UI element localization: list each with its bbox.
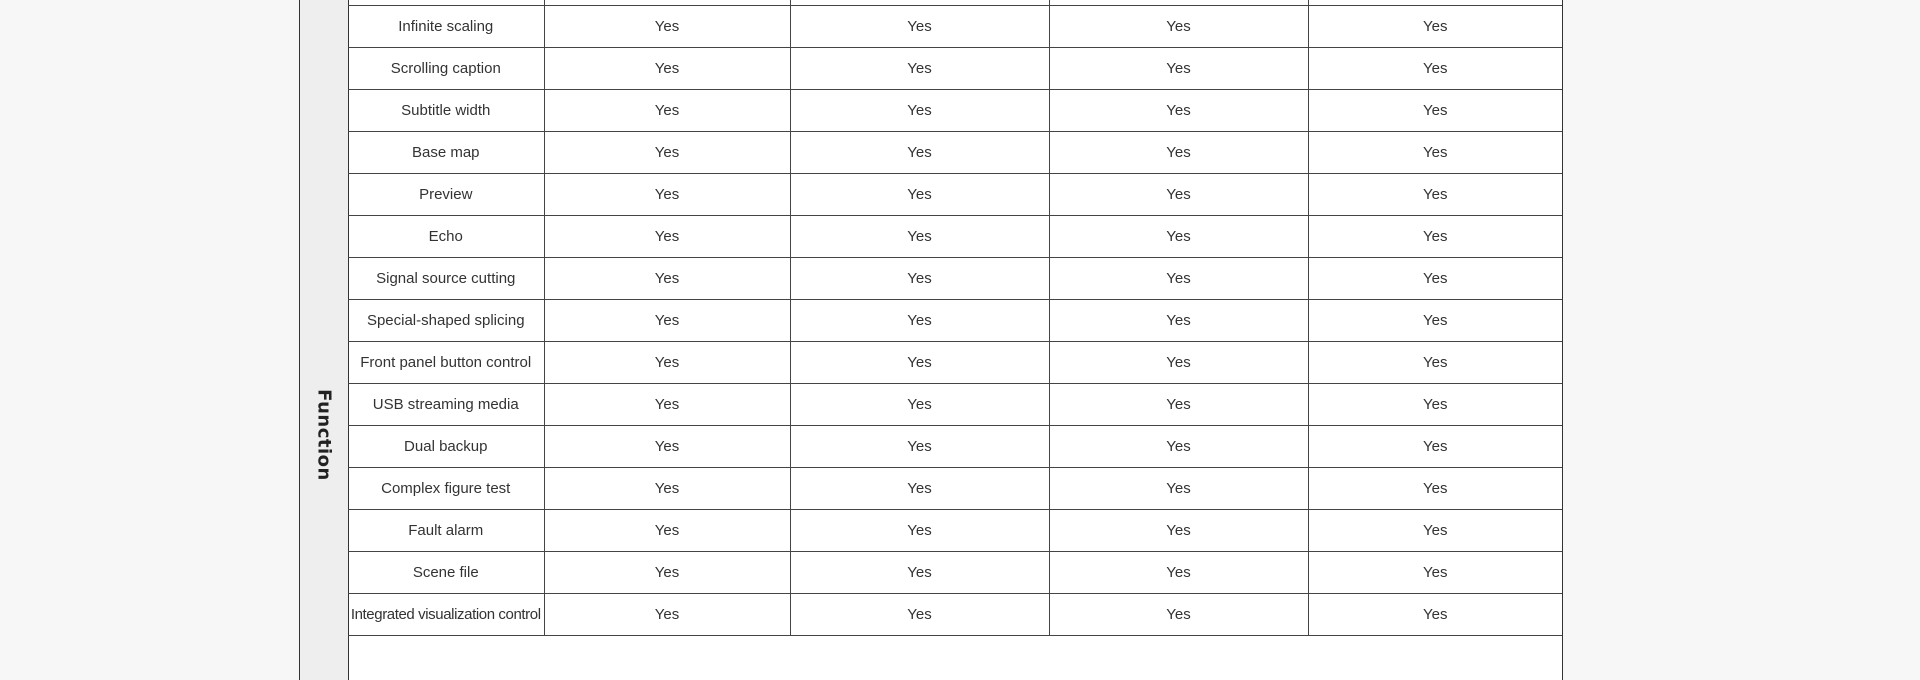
value-cell: Yes [790, 552, 1049, 594]
value-cell: Yes [1308, 6, 1562, 48]
value-cell: Yes [790, 48, 1049, 90]
value-cell: Yes [1049, 174, 1308, 216]
value-cell: Yes [544, 594, 790, 636]
value-cell: Yes [1049, 594, 1308, 636]
feature-label: USB streaming media [348, 384, 544, 426]
value-cell: Yes [1049, 426, 1308, 468]
table-row [348, 468, 1562, 510]
value-cell: Yes [790, 468, 1049, 510]
value-cell: Yes [1049, 216, 1308, 258]
table-row [348, 552, 1562, 594]
value-cell: Yes [1049, 6, 1308, 48]
value-cell: Yes [790, 216, 1049, 258]
feature-label: Dual backup [348, 426, 544, 468]
value-cell: Yes [544, 300, 790, 342]
value-cell: Yes [1308, 90, 1562, 132]
feature-label: Special-shaped splicing [348, 300, 544, 342]
table-row [348, 594, 1562, 636]
value-cell: Yes [544, 426, 790, 468]
function-spec-table [348, 0, 1562, 636]
feature-label: Preview [348, 174, 544, 216]
table-row [348, 48, 1562, 90]
function-group-label: Function [313, 389, 335, 481]
function-group-column [300, 0, 349, 680]
value-cell: Yes [790, 300, 1049, 342]
value-cell: Yes [544, 216, 790, 258]
value-cell: Yes [790, 132, 1049, 174]
table-row [348, 174, 1562, 216]
table-row [348, 132, 1562, 174]
feature-label: Signal source cutting [348, 258, 544, 300]
value-cell: Yes [544, 90, 790, 132]
value-cell: Yes [1308, 300, 1562, 342]
value-cell: Yes [1308, 174, 1562, 216]
value-cell: Yes [1049, 384, 1308, 426]
value-cell: Yes [1049, 342, 1308, 384]
table-row [348, 342, 1562, 384]
table-row [348, 426, 1562, 468]
value-cell: Yes [790, 90, 1049, 132]
value-cell: Yes [1308, 594, 1562, 636]
value-cell: Yes [790, 342, 1049, 384]
value-cell: Yes [544, 174, 790, 216]
table-row [348, 216, 1562, 258]
value-cell: Yes [790, 174, 1049, 216]
value-cell: Yes [1308, 510, 1562, 552]
value-cell: Yes [1308, 468, 1562, 510]
feature-label: Subtitle width [348, 90, 544, 132]
value-cell: Yes [1049, 90, 1308, 132]
table-row [348, 90, 1562, 132]
feature-label: Scene file [348, 552, 544, 594]
feature-label: Fault alarm [348, 510, 544, 552]
feature-label: Base map [348, 132, 544, 174]
value-cell: Yes [1049, 258, 1308, 300]
value-cell: Yes [1049, 48, 1308, 90]
value-cell: Yes [790, 510, 1049, 552]
value-cell: Yes [1049, 468, 1308, 510]
value-cell: Yes [544, 132, 790, 174]
feature-label: Echo [348, 216, 544, 258]
table-row [348, 384, 1562, 426]
value-cell: Yes [544, 6, 790, 48]
table-row [348, 6, 1562, 48]
value-cell: Yes [1308, 426, 1562, 468]
value-cell: Yes [1049, 132, 1308, 174]
value-cell: Yes [544, 342, 790, 384]
value-cell: Yes [544, 552, 790, 594]
value-cell: Yes [1308, 48, 1562, 90]
value-cell: Yes [544, 48, 790, 90]
value-cell: Yes [1049, 510, 1308, 552]
value-cell: Yes [790, 594, 1049, 636]
value-cell: Yes [1049, 552, 1308, 594]
table-row [348, 300, 1562, 342]
value-cell: Yes [790, 6, 1049, 48]
value-cell: Yes [1308, 132, 1562, 174]
value-cell: Yes [544, 468, 790, 510]
value-cell: Yes [544, 384, 790, 426]
value-cell: Yes [544, 510, 790, 552]
value-cell: Yes [1049, 300, 1308, 342]
value-cell: Yes [790, 258, 1049, 300]
value-cell: Yes [1308, 552, 1562, 594]
value-cell: Yes [1308, 342, 1562, 384]
feature-label: Complex figure test [348, 468, 544, 510]
table-row [348, 510, 1562, 552]
value-cell: Yes [790, 384, 1049, 426]
value-cell: Yes [1308, 216, 1562, 258]
value-cell: Yes [1308, 384, 1562, 426]
table-row [348, 258, 1562, 300]
feature-label: Infinite scaling [348, 6, 544, 48]
value-cell: Yes [1308, 258, 1562, 300]
spec-sheet [299, 0, 1563, 680]
feature-label: Integrated visualization control [348, 594, 544, 636]
feature-label: Scrolling caption [348, 48, 544, 90]
value-cell: Yes [544, 258, 790, 300]
value-cell: Yes [790, 426, 1049, 468]
feature-label: Front panel button control [348, 342, 544, 384]
